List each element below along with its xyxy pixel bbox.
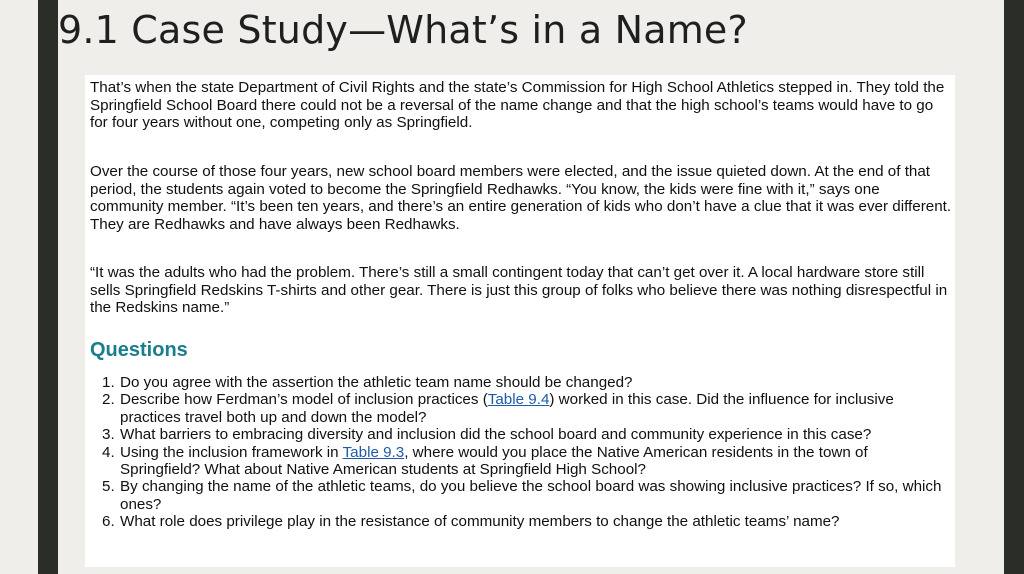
question-number: 2. <box>102 391 115 409</box>
question-list <box>90 374 952 531</box>
question-item-4 <box>90 444 952 479</box>
question-number: 3. <box>102 426 115 444</box>
right-accent-bar <box>1004 0 1024 574</box>
question-text-after-link: ) worked in this case. Did the influence for inclusive practices travel both up and down the model? <box>120 391 894 426</box>
question-item-1 <box>90 374 952 391</box>
question-text-after-link: , where would you place the Native American residents in the town of Springfield? What about Native American students at Springfield High School? <box>120 443 868 479</box>
table-9-3-link[interactable]: Table 9.3 <box>342 443 405 461</box>
paragraph-3: “It was the adults who had the problem. There’s still a small contingent today that can’t get over it. A local hardware store still sells Springfield Redskins T-shirts and other gear. There is just this group of folks who believe there was nothing disrespectful in the Redskins name.” <box>90 264 948 317</box>
question-item-5 <box>90 478 952 513</box>
question-text: Do you agree with the assertion the athletic team name should be changed? <box>120 374 633 391</box>
question-text: What barriers to embracing diversity and inclusion did the school board and community experience in this case? <box>120 426 872 444</box>
table-9-4-link[interactable]: Table 9.4 <box>487 391 550 409</box>
left-accent-bar <box>38 0 58 574</box>
slide-title: 9.1 Case Study—What’s in a Name? <box>58 8 748 52</box>
question-item-6 <box>90 513 952 530</box>
question-item-2 <box>90 391 952 426</box>
question-text: What role does privilege play in the resistance of community members to change the athletic teams’ name? <box>120 513 840 531</box>
question-text: By changing the name of the athletic teams, do you believe the school board was showing inclusive practices? If so, which ones? <box>120 478 942 513</box>
paragraph-1: That’s when the state Department of Civil Rights and the state’s Commission for High School Athletics stepped in. They told the Springfield School Board there could not be a reversal of the name change and that the high school’s teams would have to go for four years without one, competing only as Springfield. <box>90 79 945 132</box>
paragraph-2: Over the course of those four years, new school board members were elected, and the issue quieted down. At the end of that period, the students again voted to become the Springfield Redhawks. “You know, the kids were fine with it,” says one community member. “It’s been ten years, and there’s an entire generation of kids who don’t have a clue that it was ever different. They are Redhawks and have always been Redhawks. <box>90 163 952 233</box>
case-study-document <box>85 75 955 567</box>
question-item-3 <box>90 426 952 443</box>
question-number: 1. <box>102 374 115 391</box>
question-text-before-link: Describe how Ferdman’s model of inclusion practices ( <box>120 391 488 409</box>
question-number: 5. <box>102 478 115 496</box>
questions-heading: Questions <box>90 339 188 361</box>
question-number: 6. <box>102 513 115 531</box>
question-text-before-link: Using the inclusion framework in <box>120 443 343 461</box>
question-number: 4. <box>102 443 115 461</box>
